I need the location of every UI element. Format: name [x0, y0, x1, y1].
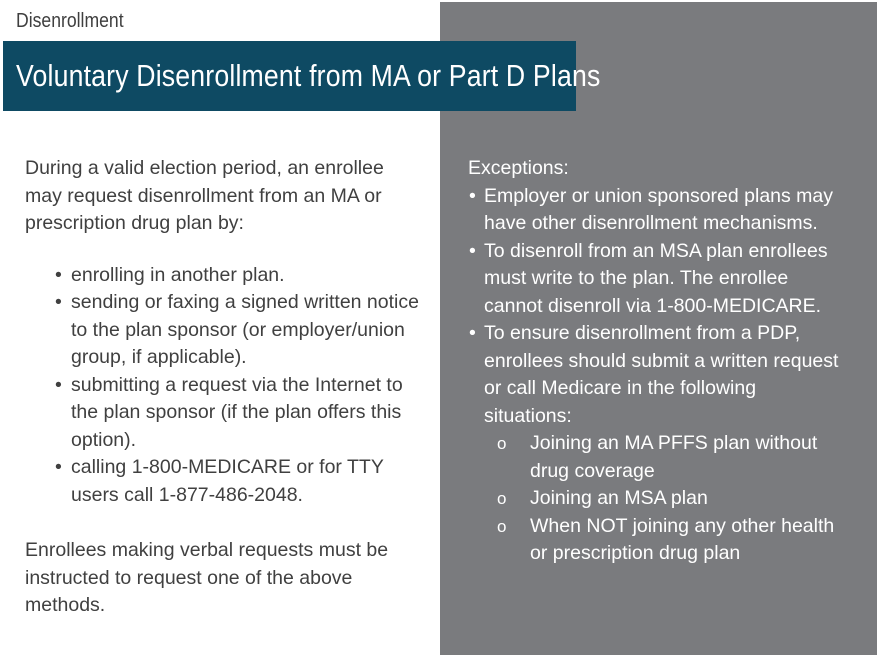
intro-paragraph: During a valid election period, an enrollee may request disenrollment from an MA or prescription drug plan by: [25, 157, 384, 234]
list-item [484, 320, 848, 568]
title-bar [3, 41, 601, 111]
list-item: • sending or faxing a signed written notice to the plan sponsor (or employer/union group, if applicable). [71, 289, 425, 372]
list-item-text: Employer or union sponsored plans may have other disenrollment mechanisms. [484, 184, 834, 234]
disenrollment-methods-list [25, 262, 425, 510]
exceptions-heading: Exceptions: [468, 157, 569, 179]
list-item [484, 183, 848, 238]
sub-list-item: o Joining an MA PFFS plan without drug coverage [530, 430, 848, 485]
right-column [468, 155, 848, 568]
list-item-text: To disenroll from an MSA plan enrollees must write to the plan. The enrollee cannot disenroll via 1-800-MEDICARE. [484, 239, 828, 317]
left-column [25, 155, 425, 620]
list-item [484, 238, 848, 321]
list-item: • enrolling in another plan. [71, 262, 425, 290]
situations-list [484, 430, 848, 568]
list-item-text: To ensure disenrollment from a PDP, enrollees should submit a written request or call Medicare in the following situations: [484, 322, 839, 427]
section-label: Disenrollment [16, 10, 124, 32]
sub-list-item: o When NOT joining any other health or prescription drug plan [530, 513, 848, 568]
slide-title: Voluntary Disenrollment from MA or Part D Plans [16, 58, 601, 93]
list-item: • calling 1-800-MEDICARE or for TTY users call 1-877-486-2048. [71, 454, 425, 509]
exceptions-list [468, 183, 848, 568]
list-item: • submitting a request via the Internet to the plan sponsor (if the plan offers this option). [71, 372, 425, 455]
sub-list-item: o Joining an MSA plan [530, 485, 848, 513]
closing-paragraph: Enrollees making verbal requests must be instructed to request one of the above methods. [25, 539, 389, 616]
